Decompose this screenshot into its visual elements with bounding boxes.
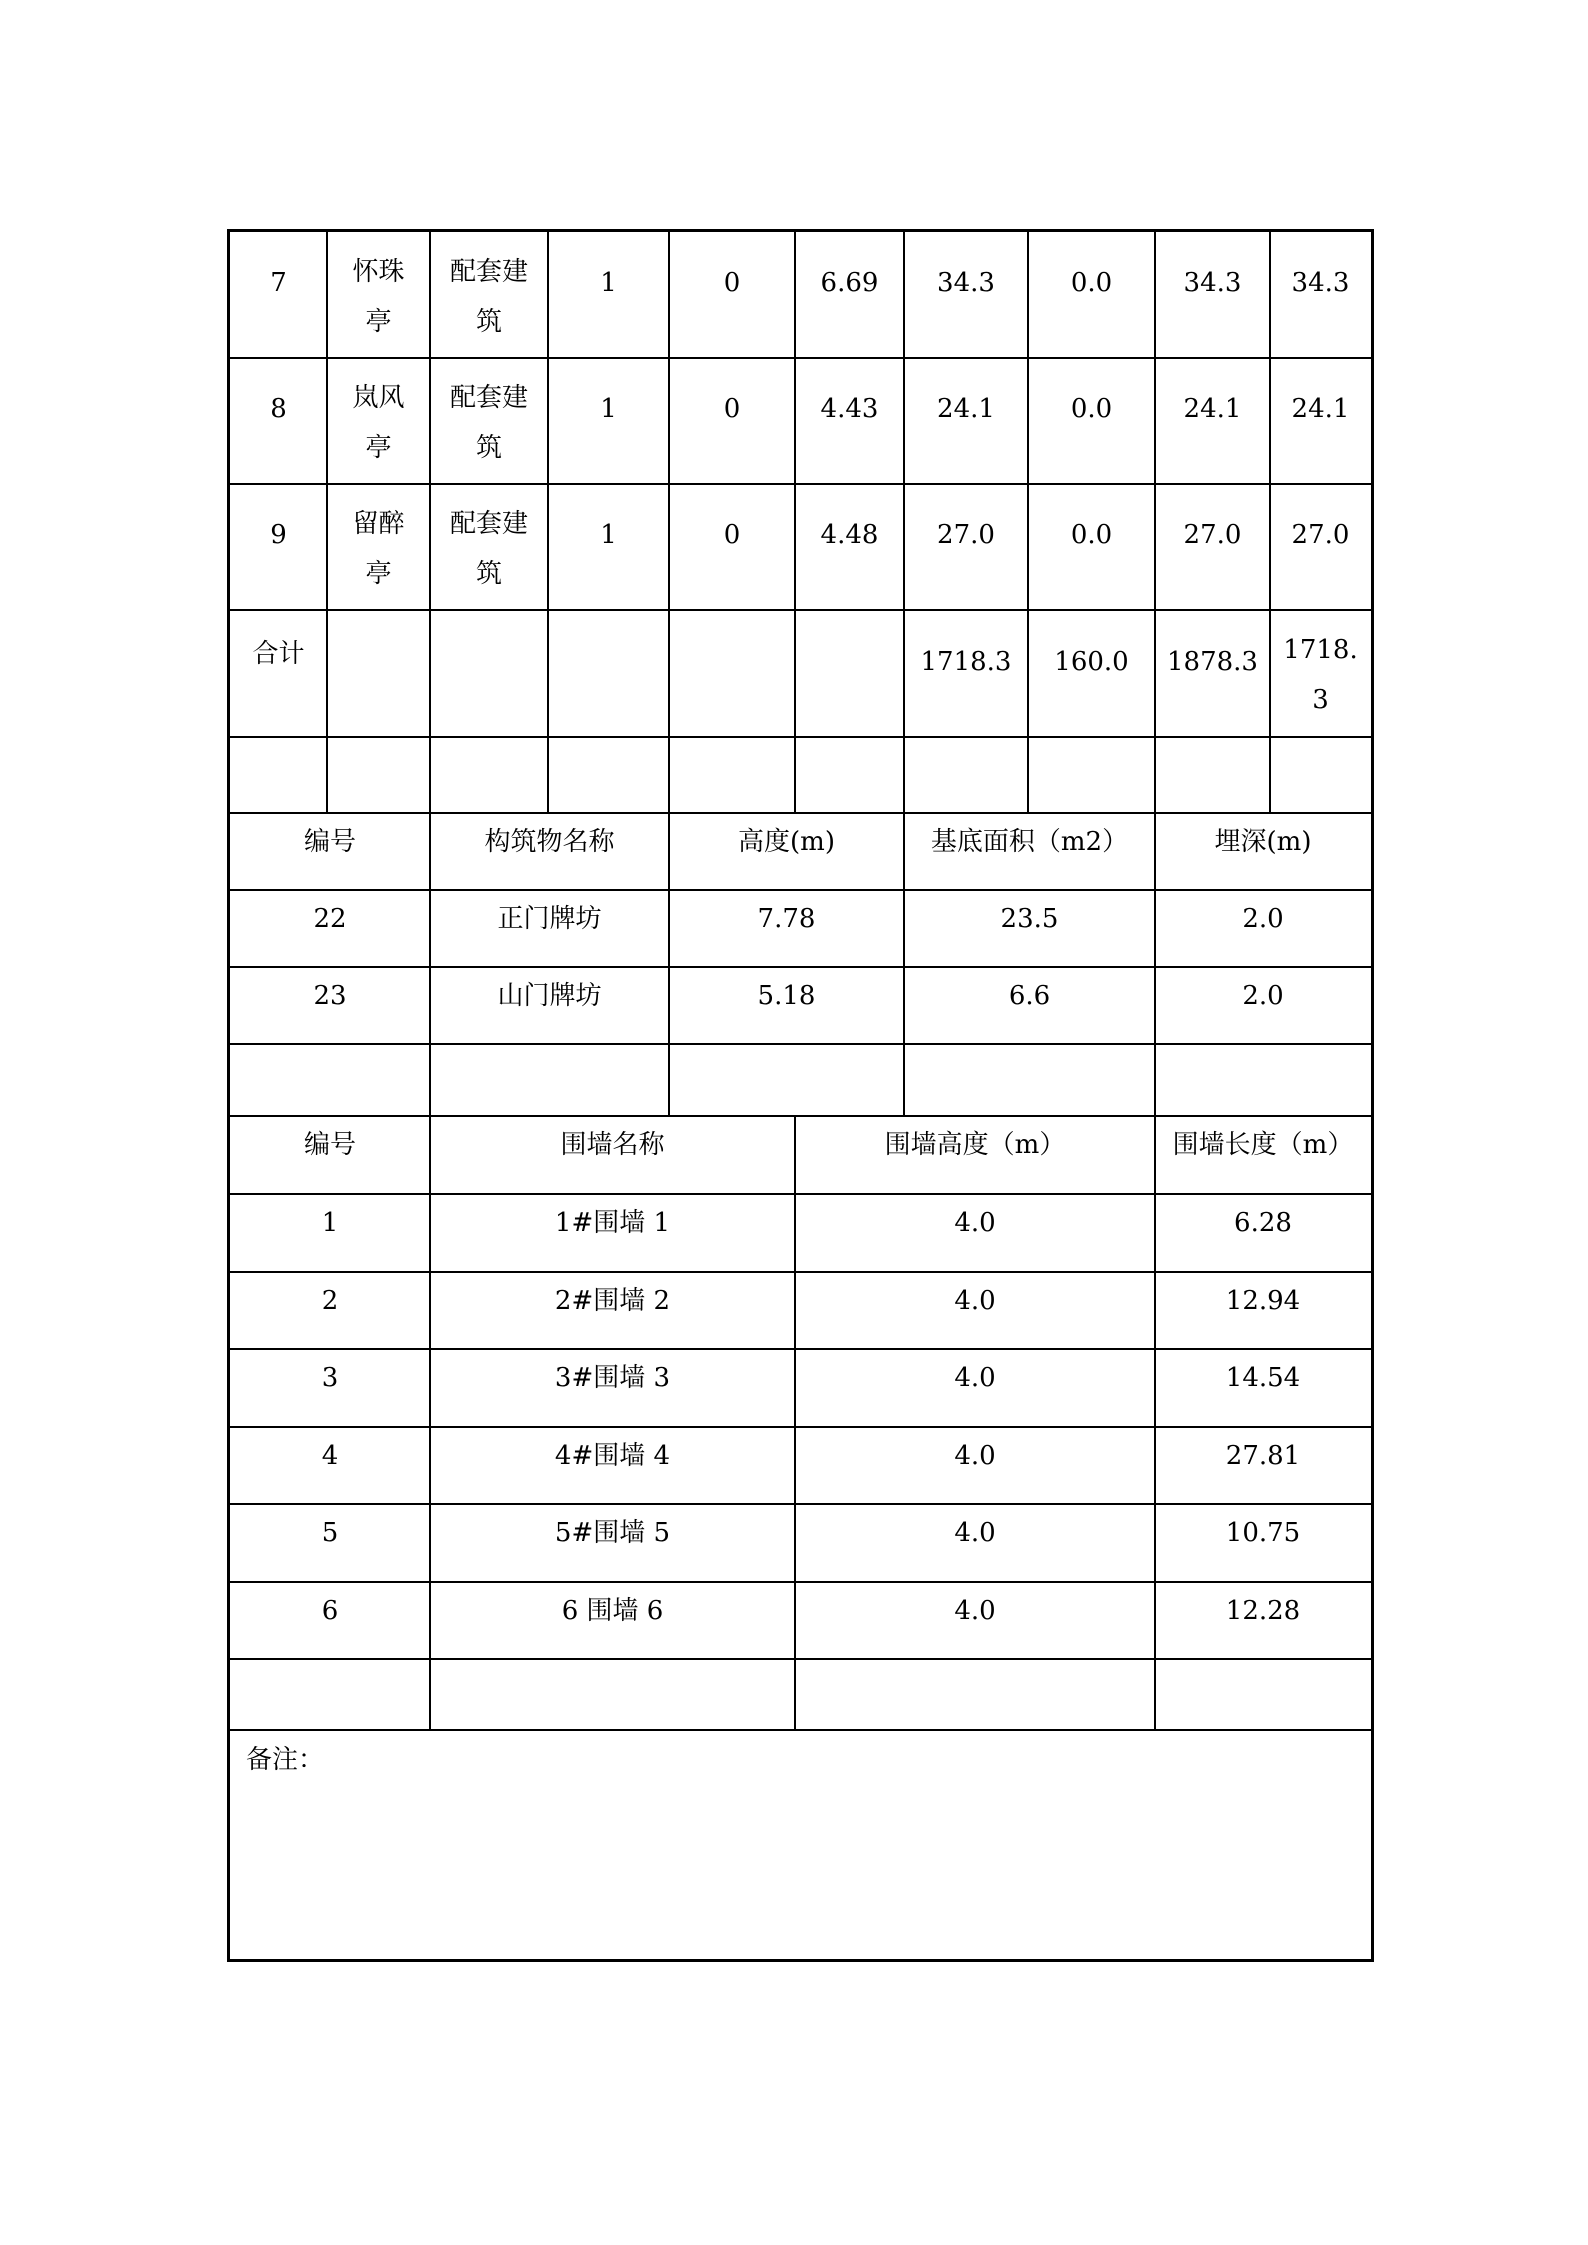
building-c6-cell: 4.48 [820, 520, 879, 550]
wall-cell: 2 [321, 1285, 339, 1316]
structure-header-cell: 构筑物名称 [484, 826, 615, 857]
building-no-cell: 8 [270, 394, 287, 424]
structure-header-cell: 编号 [303, 826, 356, 857]
building-type-cell-line: 配套建 [449, 257, 528, 287]
wall-cell: 14.54 [1225, 1363, 1301, 1393]
building-c6-cell: 6.69 [820, 268, 879, 298]
total-c10-cell-line: 3 [1312, 685, 1329, 715]
building-c4-cell: 1 [600, 520, 617, 550]
building-name-cell-line: 留醉 [352, 509, 405, 539]
grid-line-h [230, 1658, 1371, 1660]
building-c10-cell: 34.3 [1291, 268, 1350, 298]
total-c9-cell: 1878.3 [1167, 646, 1258, 677]
building-type-cell-line: 配套建 [449, 383, 528, 413]
structure-cell: 正门牌坊 [497, 903, 602, 934]
building-c4-cell: 1 [600, 394, 617, 424]
wall-cell: 12.28 [1225, 1595, 1301, 1626]
building-name-cell-line: 亭 [365, 559, 392, 589]
building-c4-cell: 1 [600, 268, 617, 298]
building-c7-cell: 24.1 [937, 394, 995, 424]
wall-cell: 5 [321, 1518, 339, 1548]
wall-cell: 10.75 [1225, 1518, 1301, 1548]
building-c8-cell: 0.0 [1070, 394, 1113, 424]
building-c10-cell: 24.1 [1291, 394, 1350, 424]
structure-cell: 6.6 [1008, 980, 1051, 1011]
building-type-cell-line: 筑 [475, 559, 502, 589]
structure-cell: 2.0 [1242, 980, 1284, 1011]
wall-cell: 6 围墙 6 [561, 1595, 664, 1626]
building-name-cell-line: 怀珠 [352, 257, 405, 287]
wall-header-cell: 围墙长度（m） [1172, 1130, 1354, 1160]
wall-header-cell: 编号 [303, 1130, 356, 1160]
wall-cell: 4.0 [954, 1363, 996, 1393]
wall-cell: 4.0 [954, 1518, 996, 1548]
grid-line-h [230, 1043, 1371, 1045]
wall-header-cell: 围墙名称 [560, 1130, 665, 1160]
building-name-cell [327, 358, 430, 474]
wall-cell: 1 [321, 1208, 339, 1238]
structure-header-cell: 高度(m) [738, 826, 835, 857]
structure-cell: 山门牌坊 [497, 980, 602, 1011]
wall-cell: 4#围墙 4 [554, 1440, 671, 1471]
structure-cell: 7.78 [757, 903, 816, 934]
wall-cell: 4.0 [954, 1285, 996, 1316]
building-name-cell-line: 岚风 [352, 383, 405, 413]
wall-cell: 4.0 [954, 1595, 996, 1626]
building-c9-cell: 24.1 [1183, 394, 1242, 424]
building-no-cell: 7 [270, 268, 287, 298]
structure-cell: 23 [313, 980, 347, 1011]
total-c7-cell: 1718.3 [920, 646, 1012, 677]
wall-cell: 4.0 [954, 1440, 996, 1471]
data-table [227, 229, 1374, 1962]
wall-cell: 5#围墙 5 [554, 1518, 671, 1548]
grid-line-h [230, 1729, 1371, 1731]
remarks-label: 备注： [246, 1745, 325, 1775]
building-name-cell [327, 484, 430, 600]
building-c8-cell: 0.0 [1070, 268, 1113, 298]
structure-cell: 23.5 [1000, 903, 1059, 934]
total-label-cell: 合计 [252, 638, 305, 669]
structure-cell: 22 [313, 903, 347, 934]
building-c10-cell: 27.0 [1291, 520, 1350, 550]
structure-header-cell: 基底面积（m2） [930, 826, 1129, 857]
wall-cell: 2#围墙 2 [554, 1285, 671, 1316]
grid-line-h [230, 736, 1371, 738]
wall-header-cell: 围墙高度（m） [884, 1130, 1066, 1160]
building-c5-cell: 0 [723, 520, 741, 550]
wall-cell: 4.0 [954, 1208, 996, 1238]
wall-cell: 27.81 [1225, 1440, 1301, 1471]
structure-header-cell: 埋深(m) [1214, 826, 1312, 857]
building-c7-cell: 34.3 [937, 268, 995, 298]
total-c10-cell [1270, 610, 1371, 727]
building-c9-cell: 27.0 [1183, 520, 1242, 550]
wall-cell: 12.94 [1225, 1285, 1301, 1316]
structure-cell: 2.0 [1242, 903, 1284, 934]
building-c5-cell: 0 [723, 394, 741, 424]
wall-cell: 6.28 [1234, 1208, 1292, 1238]
building-type-cell-line: 筑 [475, 433, 502, 463]
wall-cell: 4 [321, 1440, 339, 1471]
wall-cell: 3 [321, 1363, 339, 1393]
structure-cell: 5.18 [757, 980, 816, 1011]
wall-cell: 6 [321, 1595, 339, 1626]
building-type-cell [430, 484, 548, 600]
building-type-cell [430, 358, 548, 474]
building-type-cell-line: 筑 [475, 307, 502, 337]
building-type-cell-line: 配套建 [449, 509, 528, 539]
building-c8-cell: 0.0 [1070, 520, 1113, 550]
wall-cell: 3#围墙 3 [554, 1363, 671, 1393]
building-name-cell-line: 亭 [365, 433, 392, 463]
total-c10-cell-line: 1718. [1283, 635, 1358, 665]
building-name-cell-line: 亭 [365, 307, 392, 337]
wall-cell: 1#围墙 1 [554, 1208, 671, 1238]
building-c6-cell: 4.43 [820, 394, 879, 424]
total-c8-cell: 160.0 [1054, 646, 1129, 677]
building-type-cell [430, 232, 548, 348]
building-c9-cell: 34.3 [1183, 268, 1242, 298]
building-c5-cell: 0 [723, 268, 741, 298]
building-c7-cell: 27.0 [937, 520, 995, 550]
building-no-cell: 9 [270, 520, 287, 550]
building-name-cell [327, 232, 430, 348]
